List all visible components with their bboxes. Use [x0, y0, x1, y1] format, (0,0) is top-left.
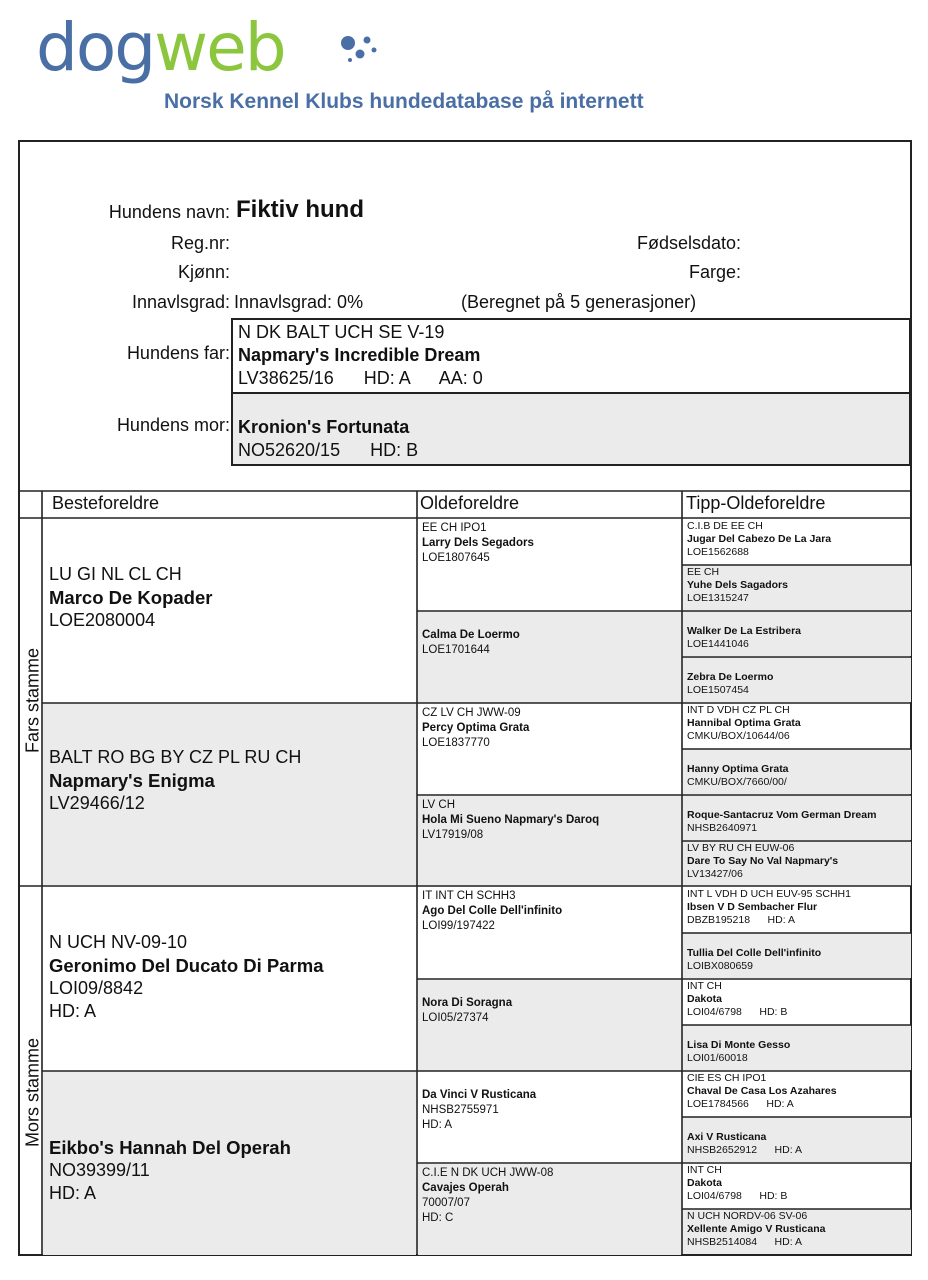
great-grandparent-cell-8 [418, 1164, 681, 1255]
ancestor-extra: HD: C [422, 1212, 454, 1224]
ancestor-reg: 70007/07 [422, 1197, 470, 1209]
fars-stamme-label: Fars stamme [22, 648, 43, 754]
ancestor-titles: INT CH [687, 1164, 722, 1176]
ancestor-reg: LV17919/08 [422, 829, 484, 841]
logo-wordmark [36, 9, 285, 86]
great-great-grandparent-cell-11 [683, 979, 911, 1024]
grandparent-cell-4 [43, 1072, 416, 1254]
ancestor-reg: LOE1784566 HD: A [687, 1098, 794, 1110]
great-great-grandparent-cell-14 [683, 1117, 911, 1162]
ancestor-name: Dakota [687, 1177, 723, 1189]
great-great-grandparent-cell-8 [683, 841, 911, 886]
mother-details: NO52620/15 HD: B [238, 440, 419, 460]
ancestor-name: Roque-Santacruz Vom German Dream [687, 809, 877, 821]
ancestor-titles: CIE ES CH IPO1 [687, 1072, 767, 1084]
ancestor-name: Tullia Del Colle Dell'infinito [687, 947, 822, 959]
ancestor-name: Calma De Loermo [422, 629, 520, 641]
mother-name: Kronion's Fortunata [238, 417, 410, 437]
dog-name: Fiktiv hund [236, 196, 364, 223]
ancestor-reg: LOI09/8842 [49, 978, 144, 998]
ancestor-name: Napmary's Enigma [49, 770, 215, 791]
ancestor-titles: EE CH IPO1 [422, 522, 487, 534]
logo-dots-icon [338, 34, 384, 66]
great-great-grandparent-cell-13 [683, 1071, 911, 1116]
ancestor-titles: INT CH [687, 980, 722, 992]
father-name: Napmary's Incredible Dream [238, 345, 481, 365]
header-great-grandparents: Oldeforeldre [420, 493, 520, 513]
ancestor-titles: C.I.B DE EE CH [687, 520, 763, 532]
birth-label: Fødselsdato: [636, 233, 741, 253]
ancestor-reg: LOE1837770 [422, 737, 490, 749]
ancestor-name: Hanny Optima Grata [687, 763, 789, 775]
regnr-label: Reg.nr: [170, 233, 230, 253]
ancestor-titles: BALT RO BG BY CZ PL RU CH [49, 747, 302, 767]
ancestor-reg: LOI04/6798 HD: B [687, 1190, 788, 1202]
ancestor-reg: LOI05/27374 [422, 1012, 489, 1024]
great-great-grandparent-cell-12 [683, 1025, 911, 1070]
ancestor-name: Hola Mi Sueno Napmary's Daroq [422, 814, 600, 826]
grandparent-cell-3 [43, 887, 416, 1069]
header-grandparents: Besteforeldre [52, 493, 160, 513]
ancestor-titles: IT INT CH SCHH3 [422, 890, 516, 902]
ancestor-name: Zebra De Loermo [687, 671, 774, 683]
great-great-grandparent-cell-10 [683, 933, 911, 978]
great-grandparent-cell-6 [418, 980, 681, 1071]
ancestor-name: Da Vinci V Rusticana [422, 1089, 537, 1101]
ancestor-reg: LOI01/60018 [687, 1052, 748, 1064]
ancestor-name: Hannibal Optima Grata [687, 717, 801, 729]
dog-name-label: Hundens navn: [108, 202, 230, 222]
ancestor-titles: N UCH NORDV-06 SV-06 [687, 1210, 808, 1222]
great-great-grandparent-cell-16 [683, 1209, 911, 1254]
ancestor-name: Chaval De Casa Los Azahares [687, 1085, 837, 1097]
father-details: LV38625/16 HD: A AA: 0 [238, 368, 483, 388]
great-great-grandparent-cell-9 [683, 887, 911, 932]
ancestor-reg: NHSB2640971 [687, 822, 758, 834]
ancestor-reg: NO39399/11 [49, 1160, 150, 1180]
ancestor-titles: INT D VDH CZ PL CH [687, 704, 790, 716]
ancestor-name: Ibsen V D Sembacher Flur [687, 901, 818, 913]
ancestor-reg: NHSB2652912 HD: A [687, 1144, 802, 1156]
ancestor-reg: DBZB195218 HD: A [687, 914, 795, 926]
inbreeding-note: (Beregnet på 5 generasjoner) [461, 292, 697, 312]
great-grandparent-cell-2 [418, 612, 681, 703]
inbreeding-value: Innavlsgrad: 0% [234, 292, 364, 312]
father-titles: N DK BALT UCH SE V-19 [238, 322, 445, 342]
grandparent-cell-1 [43, 519, 416, 701]
ancestor-name: Percy Optima Grata [422, 722, 530, 734]
ancestor-reg: LOE1441046 [687, 638, 749, 650]
mother-box [231, 392, 911, 466]
ancestor-name: Geronimo Del Ducato Di Parma [49, 955, 324, 976]
great-great-grandparent-cell-1 [683, 519, 911, 564]
father-box [231, 318, 911, 394]
great-grandparent-cell-4 [418, 796, 681, 887]
great-great-grandparent-cell-4 [683, 657, 911, 702]
ancestor-titles: CZ LV CH JWW-09 [422, 707, 521, 719]
great-grandparent-cell-5 [418, 887, 681, 978]
ancestor-titles: LV BY RU CH EUW-06 [687, 842, 795, 854]
great-great-grandparent-cell-2 [683, 565, 911, 610]
ancestor-reg: LOI99/197422 [422, 920, 495, 932]
inbreeding-label: Innavlsgrad: [131, 292, 230, 312]
ancestor-reg: LOE1507454 [687, 684, 749, 696]
mother-label: Hundens mor: [116, 415, 230, 435]
great-great-grandparent-cell-7 [683, 795, 911, 840]
great-great-grandparent-cell-5 [683, 703, 911, 748]
ancestor-reg: LOE1315247 [687, 592, 749, 604]
ancestor-reg: CMKU/BOX/7660/00/ [687, 776, 787, 788]
grandparent-cell-2 [43, 704, 416, 886]
ancestor-reg: LV29466/12 [49, 793, 145, 813]
ancestor-reg: LOIBX080659 [687, 960, 753, 972]
great-great-grandparent-cell-3 [683, 611, 911, 656]
ancestor-titles: INT L VDH D UCH EUV-95 SCHH1 [687, 888, 851, 900]
ancestor-name: Lisa Di Monte Gesso [687, 1039, 791, 1051]
ancestor-extra: HD: A [49, 1183, 97, 1203]
ancestor-titles: LU GI NL CL CH [49, 564, 182, 584]
ancestor-titles: C.I.E N DK UCH JWW-08 [422, 1167, 554, 1179]
ancestor-reg: LOE1807645 [422, 552, 490, 564]
ancestor-reg: LOE2080004 [49, 610, 156, 630]
ancestor-name: Eikbo's Hannah Del Operah [49, 1137, 291, 1158]
ancestor-name: Axi V Rusticana [687, 1131, 767, 1143]
great-grandparent-cell-3 [418, 704, 681, 795]
ancestor-reg: CMKU/BOX/10644/06 [687, 730, 790, 742]
ancestor-name: Marco De Kopader [49, 587, 213, 608]
dogweb-logo [36, 9, 696, 113]
father-label: Hundens far: [126, 343, 230, 363]
great-great-grandparent-cell-15 [683, 1163, 911, 1208]
great-great-grandparent-cell-6 [683, 749, 911, 794]
sex-label: Kjønn: [177, 262, 230, 282]
ancestor-titles: LV CH [422, 799, 456, 811]
ancestor-extra: HD: A [422, 1119, 453, 1131]
logo-word-dog: dog [36, 9, 155, 86]
header-great-great-grandparents: Tipp-Oldeforeldre [686, 493, 826, 513]
ancestor-reg: LV13427/06 [687, 868, 743, 880]
ancestor-name: Yuhe Dels Sagadors [687, 579, 788, 591]
ancestor-name: Jugar Del Cabezo De La Jara [687, 533, 832, 545]
ancestor-name: Larry Dels Segadors [422, 537, 534, 549]
ancestor-reg: LOE1562688 [687, 546, 749, 558]
ancestor-name: Walker De La Estribera [687, 625, 801, 637]
great-grandparent-cell-1 [418, 519, 681, 610]
ancestor-name: Dakota [687, 993, 723, 1005]
ancestor-reg: NHSB2755971 [422, 1104, 499, 1116]
ancestor-reg: NHSB2514084 HD: A [687, 1236, 802, 1248]
ancestor-name: Xellente Amigo V Rusticana [687, 1223, 826, 1235]
great-grandparent-cell-7 [418, 1072, 681, 1163]
ancestor-name: Dare To Say No Val Napmary's [687, 855, 839, 867]
ancestor-titles: N UCH NV-09-10 [49, 932, 188, 952]
logo-word-web: web [154, 9, 285, 86]
ancestor-titles: EE CH [687, 566, 720, 578]
ancestor-name: Cavajes Operah [422, 1182, 509, 1194]
ancestor-reg: LOE1701644 [422, 644, 490, 656]
ancestor-name: Ago Del Colle Dell'infinito [422, 905, 563, 917]
logo-tagline: Norsk Kennel Klubs hundedatabase på internett [164, 90, 644, 113]
ancestor-reg: LOI04/6798 HD: B [687, 1006, 788, 1018]
mors-stamme-label: Mors stamme [22, 1038, 43, 1148]
color-label: Farge: [688, 262, 741, 282]
ancestor-name: Nora Di Soragna [422, 997, 513, 1009]
ancestor-extra: HD: A [49, 1001, 97, 1021]
